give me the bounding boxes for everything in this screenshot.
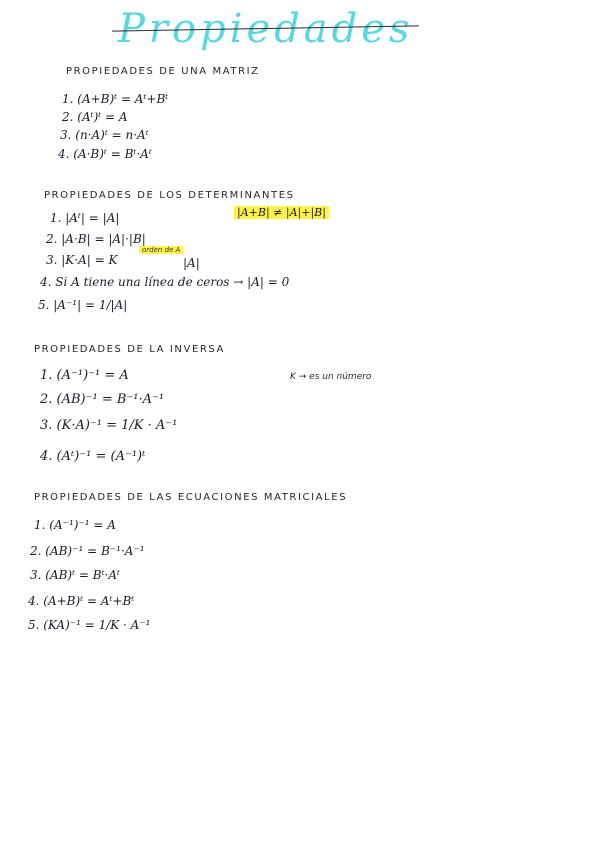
list-item: 2. (Aᵗ)ᵗ = A [62,110,128,124]
highlight-note: |A+B| ≠ |A|+|B| [234,206,329,219]
list-item: 4. Si A tiene una línea de ceros → |A| = 0 [40,275,290,289]
section-heading-determinantes: PROPIEDADES DE LOS DETERMINANTES [44,190,295,201]
list-item: 3. (K·A)⁻¹ = 1/K · A⁻¹ [40,418,178,433]
exponent-note: orden de A [139,246,183,254]
page-title: Propiedades [118,6,414,52]
list-item: 5. (KA)⁻¹ = 1/K · A⁻¹ [28,618,151,632]
list-item: 1. (A+B)ᵗ = Aᵗ+Bᵗ [62,92,169,106]
list-item: 4. (A+B)ᵗ = Aᵗ+Bᵗ [28,594,135,608]
list-item-tail: |A| [183,256,200,270]
side-note: K → es un número [290,372,372,382]
list-item: 5. |A⁻¹| = 1/|A| [38,298,128,312]
list-item: 1. (A⁻¹)⁻¹ = A [40,368,129,383]
list-item: 4. (Aᵗ)⁻¹ = (A⁻¹)ᵗ [40,449,146,464]
list-item: 3. (n·A)ᵗ = n·Aᵗ [60,128,149,142]
list-item: 2. (AB)⁻¹ = B⁻¹·A⁻¹ [30,544,145,558]
list-item: 2. |A·B| = |A|·|B| [46,232,146,246]
section-heading-inversa: PROPIEDADES DE LA INVERSA [34,344,225,355]
list-item: 2. (AB)⁻¹ = B⁻¹·A⁻¹ [40,392,165,407]
list-item: 3. |K·A| = K [46,253,118,267]
list-item: 1. |Aᵗ| = |A| [50,211,120,225]
section-heading-ecuaciones: PROPIEDADES DE LAS ECUACIONES MATRICIALES [34,492,348,503]
list-item: 3. (AB)ᵗ = Bᵗ·Aᵗ [30,568,120,582]
section-heading-matriz: PROPIEDADES DE UNA MATRIZ [66,66,260,77]
list-item: 4. (A·B)ᵗ = Bᵗ·Aᵗ [58,147,152,161]
list-item: 1. (A⁻¹)⁻¹ = A [34,518,116,532]
